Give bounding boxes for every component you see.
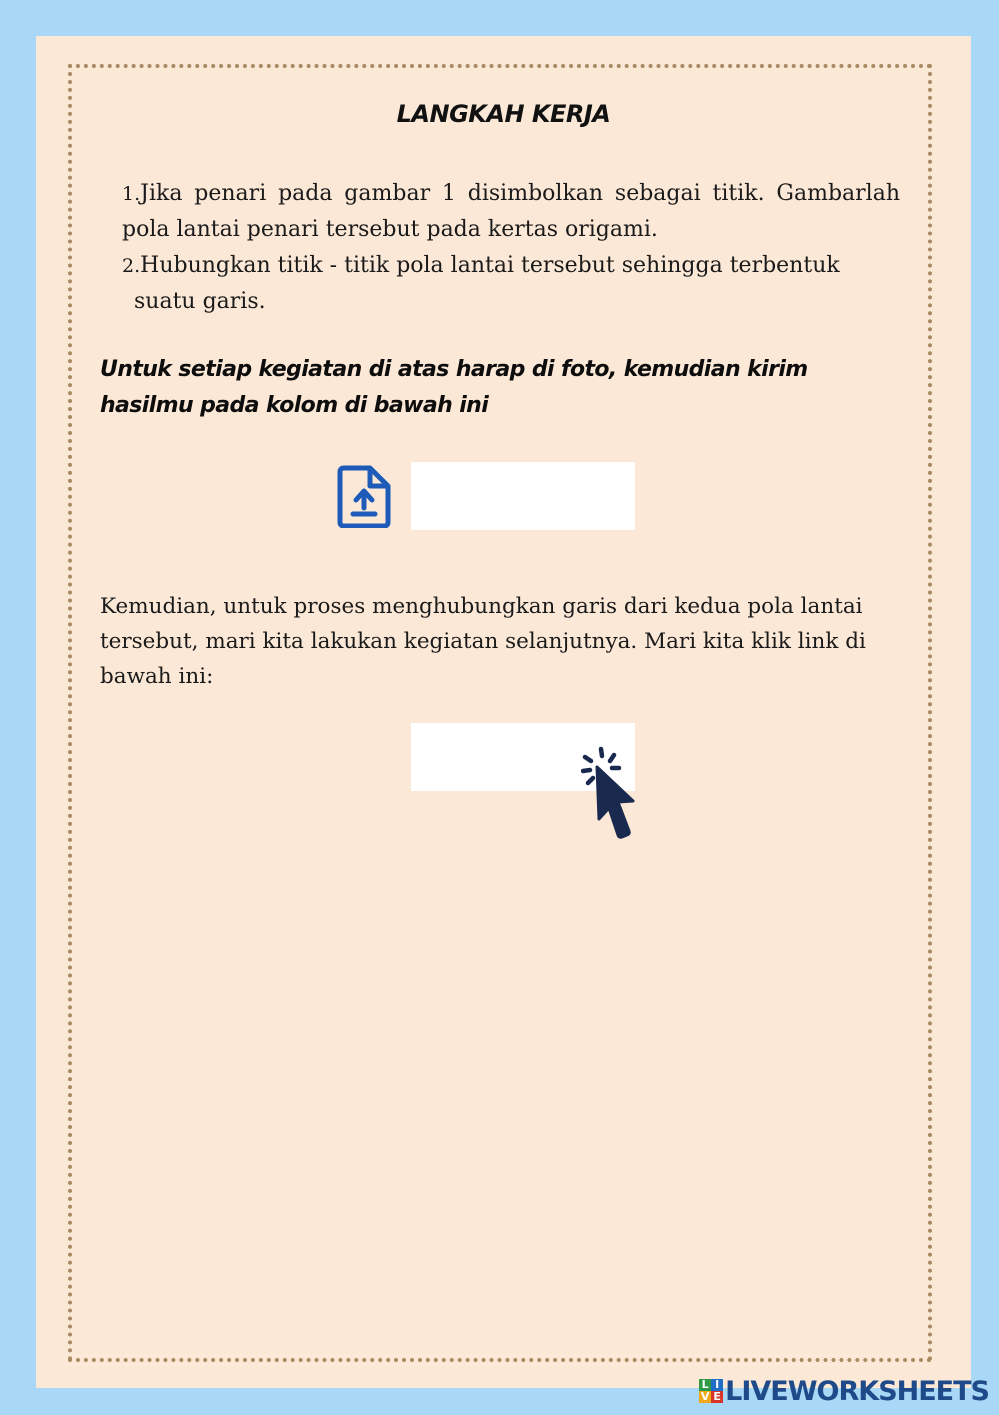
instruction-line2: hasilmu pada kolom di bawah ini [100,393,489,418]
logo-text: LIVEWORKSHEETS [725,1375,989,1407]
step-text-line2: suatu garis. [134,289,266,314]
logo-mark: L I V E [699,1379,723,1403]
steps-list [122,176,900,320]
step-item-1 [122,176,900,248]
file-upload-icon [336,464,394,528]
instruction-line1: Untuk setiap kegiatan di atas harap di foto, kemudian kirim [100,357,808,382]
click-cursor-icon [581,746,643,840]
step-text-line1: Jika penari pada gambar 1 disimbolkan sebagai titik. Gambarlah [140,181,900,206]
step-text-line1: Hubungkan titik - titik pola lantai tersebut sehingga terbentuk [140,253,840,278]
step-number: 1. [122,183,141,205]
paragraph-line1: Kemudian, untuk proses menghubungkan garis dari kedua pola lantai [100,594,863,619]
paragraph-line3: bawah ini: [100,664,214,689]
page-title: LANGKAH KERJA [396,100,611,128]
step-number: 2. [122,255,141,277]
paragraph-line2: tersebut, mari kita lakukan kegiatan selanjutnya. Mari kita klik link di [100,629,866,654]
step-item-2 [122,248,900,320]
step-text-line2: pola lantai penari tersebut pada kertas origami. [122,217,658,242]
link-paragraph [100,589,900,694]
file-upload-field[interactable] [411,462,635,530]
worksheet-page [36,36,971,1388]
upload-instruction [100,352,910,424]
liveworksheets-logo [699,1375,989,1407]
